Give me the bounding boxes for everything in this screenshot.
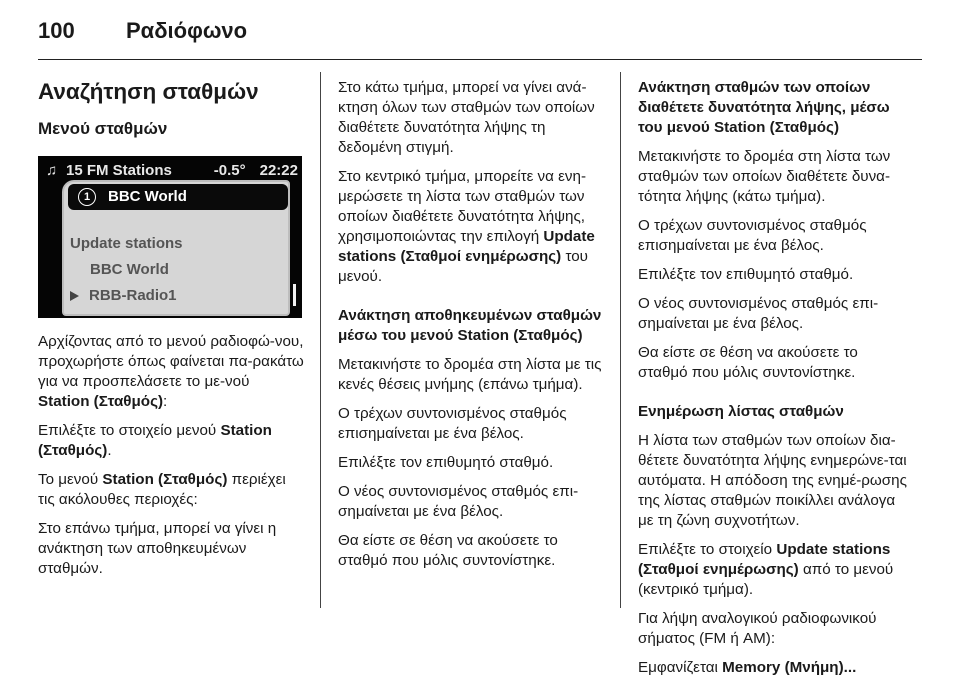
- paragraph: Στο επάνω τμήμα, μπορεί να γίνει η ανάκτηση των αποθηκευμένων σταθμών.: [38, 520, 277, 577]
- display-update-stations: Update stations: [70, 235, 183, 252]
- display-scrollbar: [293, 284, 296, 306]
- display-station-item: BBC World: [90, 261, 169, 278]
- page-header: [38, 18, 247, 48]
- paragraph: Μετακινήστε το δρομέα στη λίστα των σταθμών των οποίων διαθέτετε δυνα-τότητα λήψης (κάτω τμήμα).: [638, 148, 891, 205]
- heading-receivable-stations: Ανάκτηση σταθμών των οποίων διαθέτετε δυνατότητα λήψης, μέσω του μενού Station (Σταθμός): [638, 79, 890, 136]
- display-station-status: 15 FM Stations: [66, 162, 172, 179]
- paragraph: Ο νέος συντονισμένος σταθμός επι-σημαίνεται με ένα βέλος.: [338, 483, 579, 520]
- column-divider-1: [320, 72, 321, 608]
- paragraph: Επιλέξτε το στοιχείο Update stations (Σταθμοί ενημέρωσης) από το μενού (κεντρικό τμήμα).: [638, 541, 894, 598]
- column-divider-2: [620, 72, 621, 608]
- paragraph: Ο νέος συντονισμένος σταθμός επι-σημαίνεται με ένα βέλος.: [638, 295, 879, 332]
- paragraph: Επιλέξτε τον επιθυμητό σταθμό.: [338, 454, 554, 471]
- music-note-icon: ♫: [46, 162, 58, 179]
- paragraph: Στο κεντρικό τμήμα, μπορείτε να ενη-μερώσετε τη λίστα των σταθμών των οποίων διαθέτετε δυνατότητα λήψης, χρησιμοποιώντας την επιλογή Update stations (Σταθμοί ενημέρωσης) του μενού.: [338, 168, 595, 285]
- paragraph: Θα είστε σε θέση να ακούσετε το σταθμό που μόλις συντονίστηκε.: [338, 532, 558, 569]
- display-temperature: -0.5°: [213, 162, 246, 179]
- preset-number-icon: 1: [78, 188, 96, 206]
- display-station-item-current: RBB-Radio1: [70, 286, 177, 306]
- display-selected-station: [68, 184, 288, 210]
- heading-saved-stations: Ανάκτηση αποθηκευμένων σταθμών μέσω του μενού Station (Σταθμός): [338, 307, 602, 344]
- paragraph: Το μενού Station (Σταθμός) περιέχει τις ακόλουθες περιοχές:: [38, 471, 286, 508]
- paragraph: Η λίστα των σταθμών των οποίων δια-θέτετε δυνατότητα λήψης ενημερώνε-ται αυτόματα. Η απόδοση της ενημέ-ρωσης της λίστας σταθμών ποικίλλει ανάλογα με τη ζώνη συχνοτήτων.: [638, 432, 907, 529]
- paragraph: Μετακινήστε το δρομέα στη λίστα με τις κενές θέσεις μνήμης (επάνω τμήμα).: [338, 356, 602, 393]
- page-number: 100: [38, 18, 75, 43]
- paragraph: Στο κάτω τμήμα, μπορεί να γίνει ανά-κτηση όλων των σταθμών των οποίων διαθέτετε δυνατότητα λήψης τη δεδομένη στιγμή.: [338, 79, 595, 156]
- radio-display-figure: [38, 156, 302, 318]
- display-time: 22:22: [259, 162, 298, 179]
- paragraph: Για λήψη αναλογικού ραδιοφωνικού σήματος (FM ή AM):: [638, 610, 877, 647]
- paragraph: Επιλέξτε το στοιχείο μενού Station (Σταθμός).: [38, 422, 272, 459]
- column-2: [338, 78, 606, 580]
- display-status-bar: [46, 162, 298, 180]
- paragraph: Επιλέξτε τον επιθυμητό σταθμό.: [638, 266, 854, 283]
- arrow-right-icon: [70, 291, 79, 301]
- paragraph: Αρχίζοντας από το μενού ραδιοφώ-νου, προχωρήστε όπως φαίνεται πα-ρακάτω για να προσπελάσετε το με-νού Station (Σταθμός):: [38, 333, 304, 410]
- header-rule: [38, 59, 922, 60]
- paragraph: Ο τρέχων συντονισμένος σταθμός επισημαίνεται με ένα βέλος.: [638, 217, 867, 254]
- column-3: [638, 78, 910, 687]
- heading-update-list: Ενημέρωση λίστας σταθμών: [638, 403, 844, 420]
- selected-station-label: BBC World: [108, 188, 187, 205]
- paragraph: Θα είστε σε θέση να ακούσετε το σταθμό που μόλις συντονίστηκε.: [638, 344, 858, 381]
- paragraph: Ο τρέχων συντονισμένος σταθμός επισημαίνεται με ένα βέλος.: [338, 405, 567, 442]
- section-title: Ραδιόφωνο: [126, 18, 248, 43]
- subheading-station-menu: Μενού σταθμών: [38, 119, 168, 138]
- paragraph: Εμφανίζεται Memory (Μνήμη)...: [638, 659, 857, 676]
- heading-station-search: Αναζήτηση σταθμών: [38, 79, 259, 104]
- column-1: [38, 78, 304, 588]
